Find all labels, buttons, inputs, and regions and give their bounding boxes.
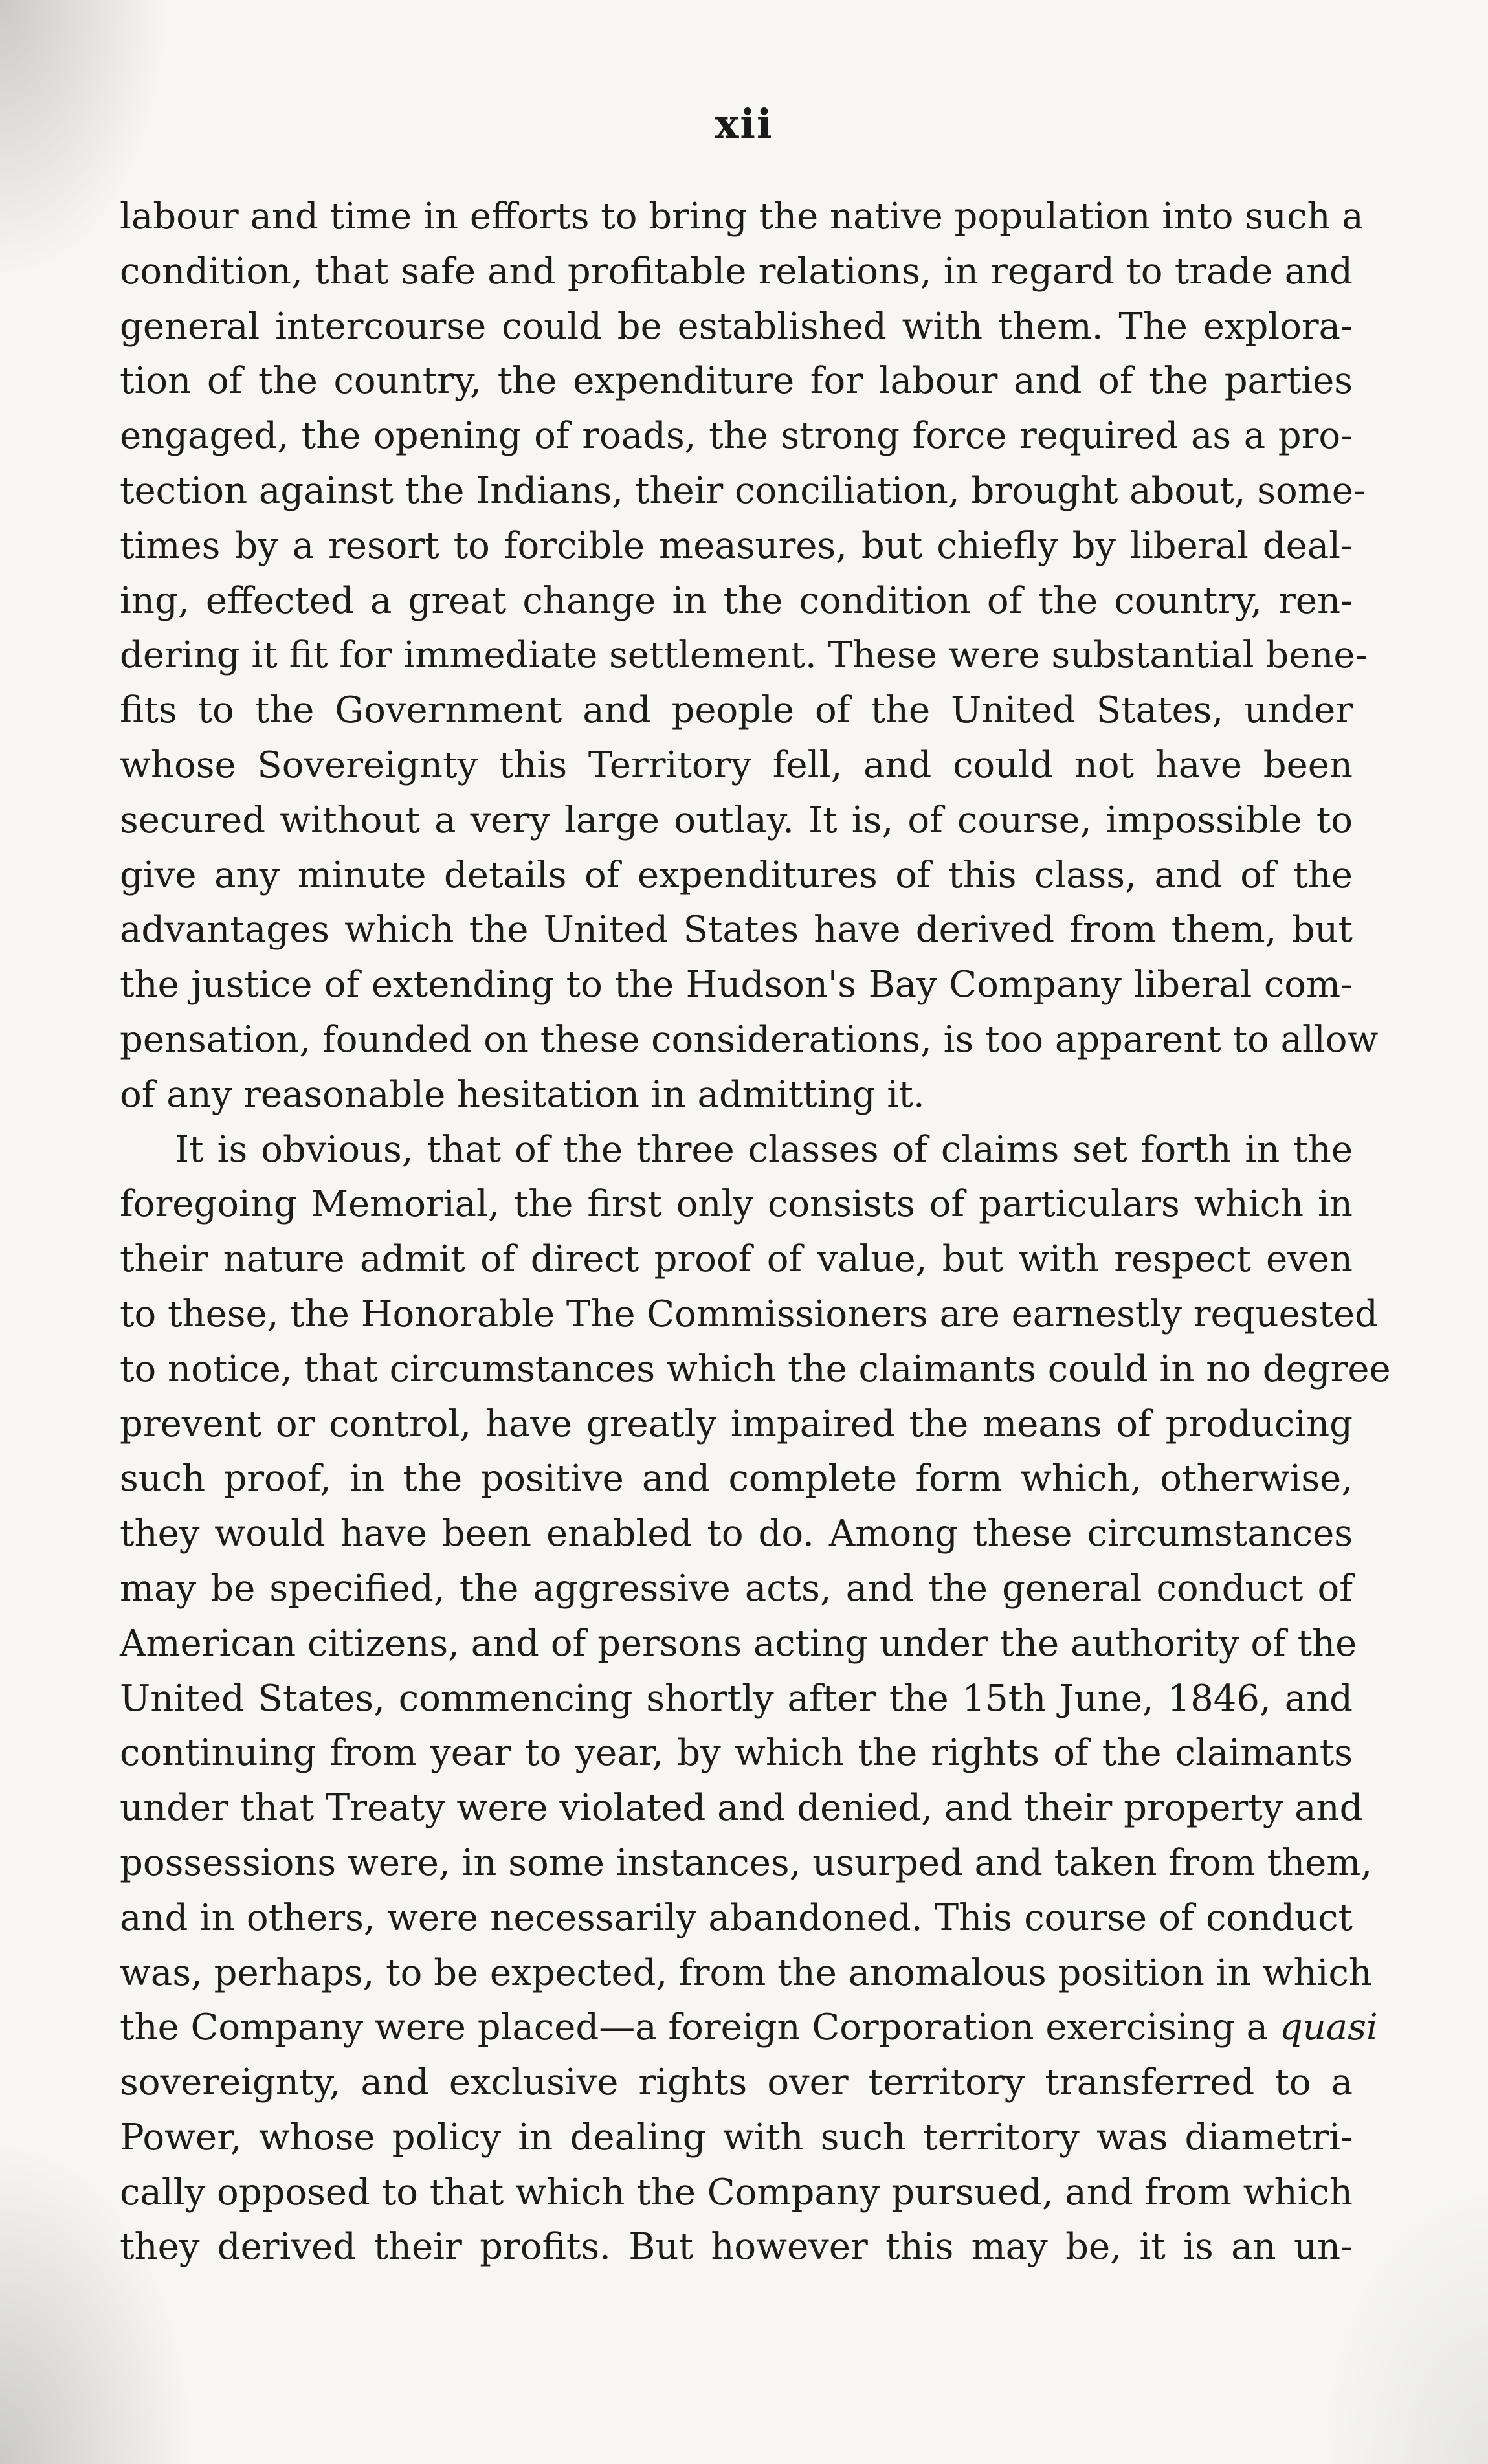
text-line: sovereignty, and exclusive rights over territory transferred to a xyxy=(120,2061,1353,2104)
text-line: fits to the Government and people of the United States, under xyxy=(120,689,1353,732)
text-segment: the Company were placed—a foreign Corporation exercising a xyxy=(120,2006,1269,2049)
text-line: to these, the Honorable The Commissioners are earnestly requested xyxy=(120,1293,1378,1335)
text-line: and in others, were necessarily abandoned. This course of conduct xyxy=(120,1896,1353,1939)
text-line: may be specified, the aggressive acts, and the general conduct of xyxy=(120,1567,1353,1610)
text-line: of any reasonable hesitation in admitting it. xyxy=(120,1073,925,1116)
text-line: they would have been enabled to do. Among these circumstances xyxy=(120,1513,1353,1555)
text-line: secured without a very large outlay. It is, of course, impossible to xyxy=(120,799,1353,841)
text-line: their nature admit of direct proof of value, but with respect even xyxy=(120,1238,1353,1281)
text-line: general intercourse could be established with them. The explora- xyxy=(120,305,1353,348)
text-line: American citizens, and of persons acting under the authority of the xyxy=(120,1622,1357,1665)
text-line: It is obvious, that of the three classes of claims set forth in the xyxy=(175,1128,1353,1171)
text-line: cally opposed to that which the Company pursued, and from which xyxy=(120,2171,1353,2214)
text-line: was, perhaps, to be expected, from the anomalous position in which xyxy=(120,1951,1372,1994)
text-line: they derived their profits. But however this may be, it is an un- xyxy=(120,2226,1353,2269)
text-line: engaged, the opening of roads, the strong force required as a pro- xyxy=(120,415,1353,458)
text-line: dering it fit for immediate settlement. These were substantial bene- xyxy=(120,634,1368,677)
text-line: the justice of extending to the Hudson's Bay Company liberal com- xyxy=(120,964,1353,1006)
text-line: prevent or control, have greatly impaired the means of producing xyxy=(120,1403,1353,1445)
text-line: to notice, that circumstances which the claimants could in no degree xyxy=(120,1348,1391,1390)
text-line: Power, whose policy in dealing with such territory was diametri- xyxy=(120,2116,1353,2159)
text-line: whose Sovereignty this Territory fell, and could not have been xyxy=(120,744,1353,786)
text-line: possessions were, in some instances, usurped and taken from them, xyxy=(120,1841,1373,1884)
text-line: ing, effected a great change in the condition of the country, ren- xyxy=(120,579,1353,622)
italic-word: quasi xyxy=(1279,2006,1378,2049)
text-line: under that Treaty were violated and denied, and their property and xyxy=(120,1787,1363,1830)
text-line: advantages which the United States have derived from them, but xyxy=(120,909,1353,951)
text-line: times by a resort to forcible measures, but chiefly by liberal deal- xyxy=(120,524,1353,567)
text-line-with-italic xyxy=(120,2001,1378,2056)
text-line: labour and time in efforts to bring the native population into such a xyxy=(120,195,1364,238)
text-line: give any minute details of expenditures of this class, and of the xyxy=(120,854,1353,896)
text-line: such proof, in the positive and complete form which, otherwise, xyxy=(120,1458,1353,1500)
text-line: tion of the country, the expenditure for labour and of the parties xyxy=(120,360,1353,403)
page-number: xii xyxy=(715,100,773,148)
paragraph-2 xyxy=(120,1123,1391,2276)
text-line: continuing from year to year, by which the rights of the claimants xyxy=(120,1732,1353,1775)
text-line: pensation, founded on these considerations, is too apparent to allow xyxy=(120,1018,1379,1061)
text-line: condition, that safe and profitable relations, in regard to trade and xyxy=(120,250,1353,293)
paragraph-1 xyxy=(120,190,1379,1123)
text-line: tection against the Indians, their conciliation, brought about, some- xyxy=(120,469,1366,512)
body-text xyxy=(120,190,1391,2275)
text-line: foregoing Memorial, the first only consists of particulars which in xyxy=(120,1183,1353,1226)
text-line: United States, commencing shortly after the 15th June, 1846, and xyxy=(120,1677,1353,1720)
